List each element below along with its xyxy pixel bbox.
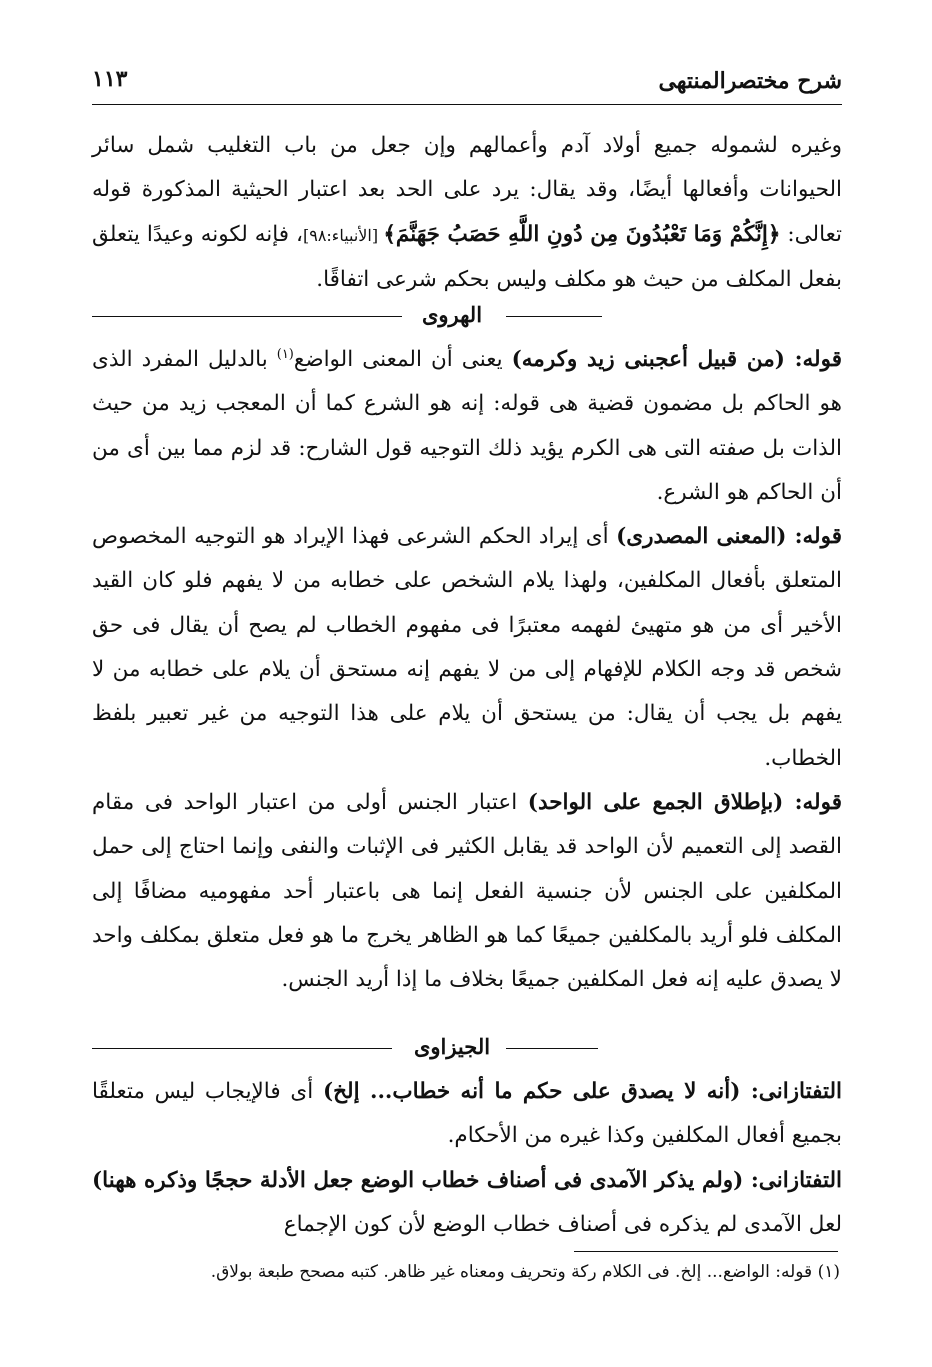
lemma: قوله: (المعنى المصدرى): [616, 524, 842, 550]
section-heading: الهروى: [421, 302, 483, 327]
harawi-commentary: [92, 338, 842, 1002]
paragraph-text: اعتبار الجنس أولى من اعتبار الواحد فى مقام القصد إلى التعميم لأن الواحد قد يقابل الكثير فى الإثبات والنفى وإنما احتاج إلى حمل المكلفين على الجنس لأن جنسية الفعل إنما هى باعتبار أحد مفهوميه مضافًا إلى المكلف فلو أريد بالمكلفين جميعًا كما هو الظاهر يخرج ما هو فعل متعلق بمكلف واحد لا يصدق عليه إنه فعل المكلفين جميعًا بخلاف ما إذا أريد الجنس.: [92, 789, 842, 993]
paragraph: [92, 1159, 842, 1248]
footnote-marker[interactable]: (١): [276, 346, 294, 362]
divider-rule: [506, 1048, 598, 1049]
paragraph: [92, 1070, 842, 1159]
paragraph: [92, 124, 842, 302]
lemma: قوله: (بإطلاق الجمع على الواحد): [527, 789, 842, 815]
paragraph-text: ، فإنه لكونه وعيدًا يتعلق بفعل المكلف من حيث هو مكلف وليس بحكم شرعى اتفاقًا.: [92, 221, 842, 292]
paragraph-text: أى إيراد الحكم الشرعى فهذا الإيراد هو التوجيه المخصوص المتعلق بأفعال المكلفين، ولهذا يلام الشخص على خطابه من لا يفهم فلو كان القيد الأخير أى من هو متهيئ لفهمه معتبرًا فى مفهوم الخطاب لم يصح أن يقال فى حق شخص قد وجه الكلام للإفهام إلى من لا يفهم إنه مستحق أن يلام على خطابه من لا يفهم بل يجب أن يقال: من يستحق أن يلام على هذا التوجيه من غير تعبير بلفظ الخطاب.: [92, 524, 842, 771]
divider-rule: [92, 316, 402, 317]
quran-verse: ﴿إِنَّكُمْ وَمَا تَعْبُدُونَ مِن دُونِ اللَّهِ حَصَبُ جَهَنَّمَ﴾: [383, 221, 781, 247]
page-header: [92, 62, 842, 105]
opening-paragraph: [92, 124, 842, 302]
jizawi-commentary: [92, 1070, 842, 1247]
section-heading: الجيزاوى: [413, 1034, 491, 1059]
lemma: التفتازانى: (ولم يذكر الآمدى فى أصناف خطاب الوضع جعل الأدلة حججًا وذكره ههنا): [92, 1167, 842, 1193]
footnote: (١) قوله: الواضع... إلخ. فى الكلام ركة وتحريف ومعناه غير ظاهر. كتبه مصحح طبعة بولاق.: [210, 1262, 840, 1282]
section-divider-jizawi: [92, 1034, 842, 1064]
paragraph: [92, 338, 842, 515]
divider-rule: [92, 1048, 392, 1049]
quran-reference: [الأنبياء:٩٨]: [302, 225, 384, 245]
paragraph-text: يعنى أن المعنى الواضع: [293, 347, 512, 372]
paragraph-text: أى فالإيجاب ليس متعلقًا بجميع أفعال المكلفين وكذا غيره من الأحكام.: [92, 1079, 842, 1149]
running-title: شرح مختصرالمنتهى: [658, 68, 842, 94]
paragraph: [92, 781, 842, 1002]
paragraph: [92, 515, 842, 781]
paragraph-text: لعل الآمدى لم يذكره فى أصناف خطاب الوضع لأن كون الإجماع: [283, 1211, 842, 1237]
footnote-rule: [574, 1251, 838, 1252]
lemma: التفتازانى: (أنه لا يصدق على حكم ما أنه خطاب... إلخ): [322, 1079, 842, 1104]
divider-rule: [506, 316, 602, 317]
section-divider-harawi: [92, 302, 842, 332]
lemma: قوله: (من قبيل أعجبنى زيد وكرمه): [511, 347, 842, 372]
paragraph-text: وغيره لشموله جميع أولاد آدم وأعمالهم وإن جعل من باب التغليب شمل سائر الحيوانات وأفعالها أيضًا، وقد يقال: يرد على الحد بعد اعتبار الحيثية المذكورة قوله تعالى:: [92, 133, 843, 247]
page-number: ١١٣: [92, 66, 128, 92]
paragraph-text: بالدليل المفرد الذى هو الحاكم بل مضمون قضية هى قوله: إنه هو الشرع كما أن المعجب زيد من حيث الذات بل صفته التى هى الكرم يؤيد ذلك التوجيه قول الشارح: قد لزم مما بين أى من أن الحاكم هو الشرع.: [92, 347, 842, 505]
